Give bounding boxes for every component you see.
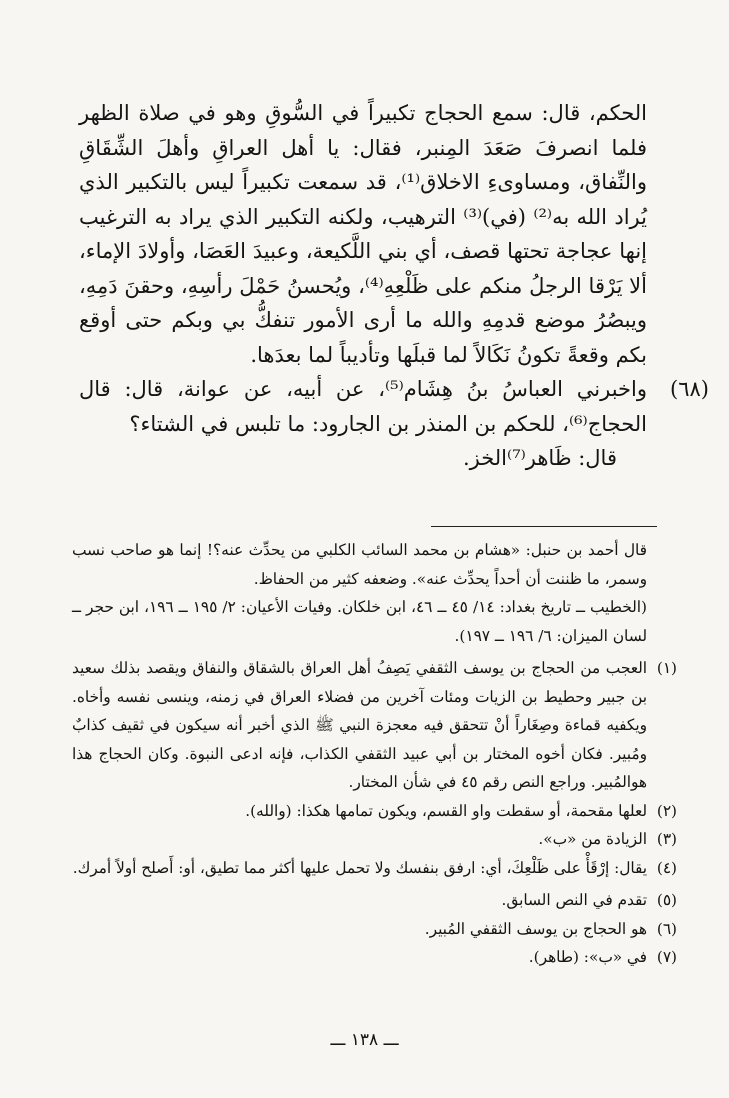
footnote-text: لعلها مقحمة، أو سقطت واو القسم، ويكون تمامها هكذا: (والله). <box>245 801 647 820</box>
footnote-number: (٣) <box>656 830 677 848</box>
footnote-number: (٤) <box>656 858 677 877</box>
footnote-continuation: قال أحمد بن حنبل: «هشام بن محمد السائب الكلبي من يحدِّث عنه؟! إنما هو صاحب نسب وسمر، ما ظننت أن أحداً يحدِّث عنه». وضعفه كثير من الحفاظ. <box>72 541 647 588</box>
footnote-continuation: (الخطيب ــ تاريخ بغداد: ١٤/ ٤٥ ــ ٤٦، ابن خلكان. وفيات الأعيان: ٢/ ١٩٥ ــ ١٩٦، ابن حجر ــ لسان الميزان: ٦/ ١٩٦ ــ ١٩٧). <box>72 598 647 645</box>
paragraph: واخبرني العباسُ بنُ هِشَام⁽⁵⁾، عن أبيه، عن عوانة، قال: قال الحجاج⁽⁶⁾، للحكم بن المنذر بن الجارود: ما تلبس في الشتاء؟ <box>79 377 647 436</box>
footnote-text: العجب من الحجاج بن يوسف الثقفي يَصِفُ أهل العراق بالشقاق والنفاق ويقصد بذلك سعيد بن جبير وحطيط بن الزيات ومئات آخرين من فضلاء العراق في زمنه، وينسى نفسه وأخاه. ويكفيه قماءة وصِغَاراً أنْ تتحقق فيه معجزة النبي ﷺ الذي أخبر أنه سيكون في ثقيف كذابٌ ومُبير. فكان أخوه المختار بن أبي عبيد الثقفي الكذاب، فإنه ادعى النبوة. وكان الحجاج هذا هوالمُبير. وراجع النص رقم ٤٥ في شأن المختار. <box>72 659 647 791</box>
footnote-text: الزيادة من «ب». <box>538 830 647 848</box>
footnote <box>72 797 677 826</box>
numbered-item-68 <box>79 372 709 476</box>
page-number: ـــ ١٣٨ ـــ <box>330 1030 399 1050</box>
footnote-separator <box>431 526 657 527</box>
footnote-number: (١) <box>656 659 677 677</box>
footnote <box>72 825 677 854</box>
item-number: (٦٨) <box>670 377 709 401</box>
main-text <box>79 96 709 476</box>
paragraph: الحكم، قال: سمع الحجاج تكبيراً في السُّوقِ وهو في صلاة الظهر فلما انصرفَ صَعَدَ المِنبر، فقال: يا أهل العراقِ وأهلَ الشِّقَاقِ والنِّفاق، ومساوىءِ الاخلاق⁽¹⁾، قد سمعت تكبيراً ليس بالتكبير الذي يُراد الله به⁽²⁾ (في)⁽³⁾ الترهيب، ولكنه التكبير الذي يراد به الترغيب إنها عجاجة تحتها قصف، أي بني اللَّكيعة، وعبيدَ العَصَا، وأولادَ الإماء، ألا يَرْقا الرجلُ منكم على ظَلْعِهِ⁽⁴⁾، ويُحسنُ حَمْلَ رأسِهِ، وحقنَ دَمِهِ، ويبصُرُ موضع قدمِهِ والله ما أرى الأمور تنفكُّ بي وبكم حتى أوقع بكم وقعةً تكونُ نَكَالاً لما قبلَها وتأديباً لما بعدَها. <box>79 101 647 367</box>
footnote-text: يقال: إرْقَأْ على ظَلْعِكَ، أي: ارفق بنفسك ولا تحمل عليها أكثر مما تطيق، أو: أَصلح أولاً أمرك. <box>72 858 647 877</box>
footnote-text: تقدم في النص السابق. <box>501 891 647 909</box>
paragraph: قال: ظَاهر⁽⁷⁾الخز. <box>462 446 617 470</box>
footnote <box>72 943 677 972</box>
footnote <box>72 654 677 797</box>
footnote-number: (٦) <box>656 919 677 938</box>
footnote-text: في «ب»: (طاهر). <box>528 948 647 966</box>
footnote-text: هو الحجاج بن يوسف الثقفي المُبير. <box>424 919 647 938</box>
footnotes <box>72 536 677 972</box>
footnote <box>72 886 677 915</box>
footnote-number: (٧) <box>656 948 677 966</box>
footnote <box>72 915 677 944</box>
footnote <box>72 854 677 883</box>
footnote-number: (٢) <box>656 801 677 820</box>
footnote-number: (٥) <box>656 891 677 909</box>
